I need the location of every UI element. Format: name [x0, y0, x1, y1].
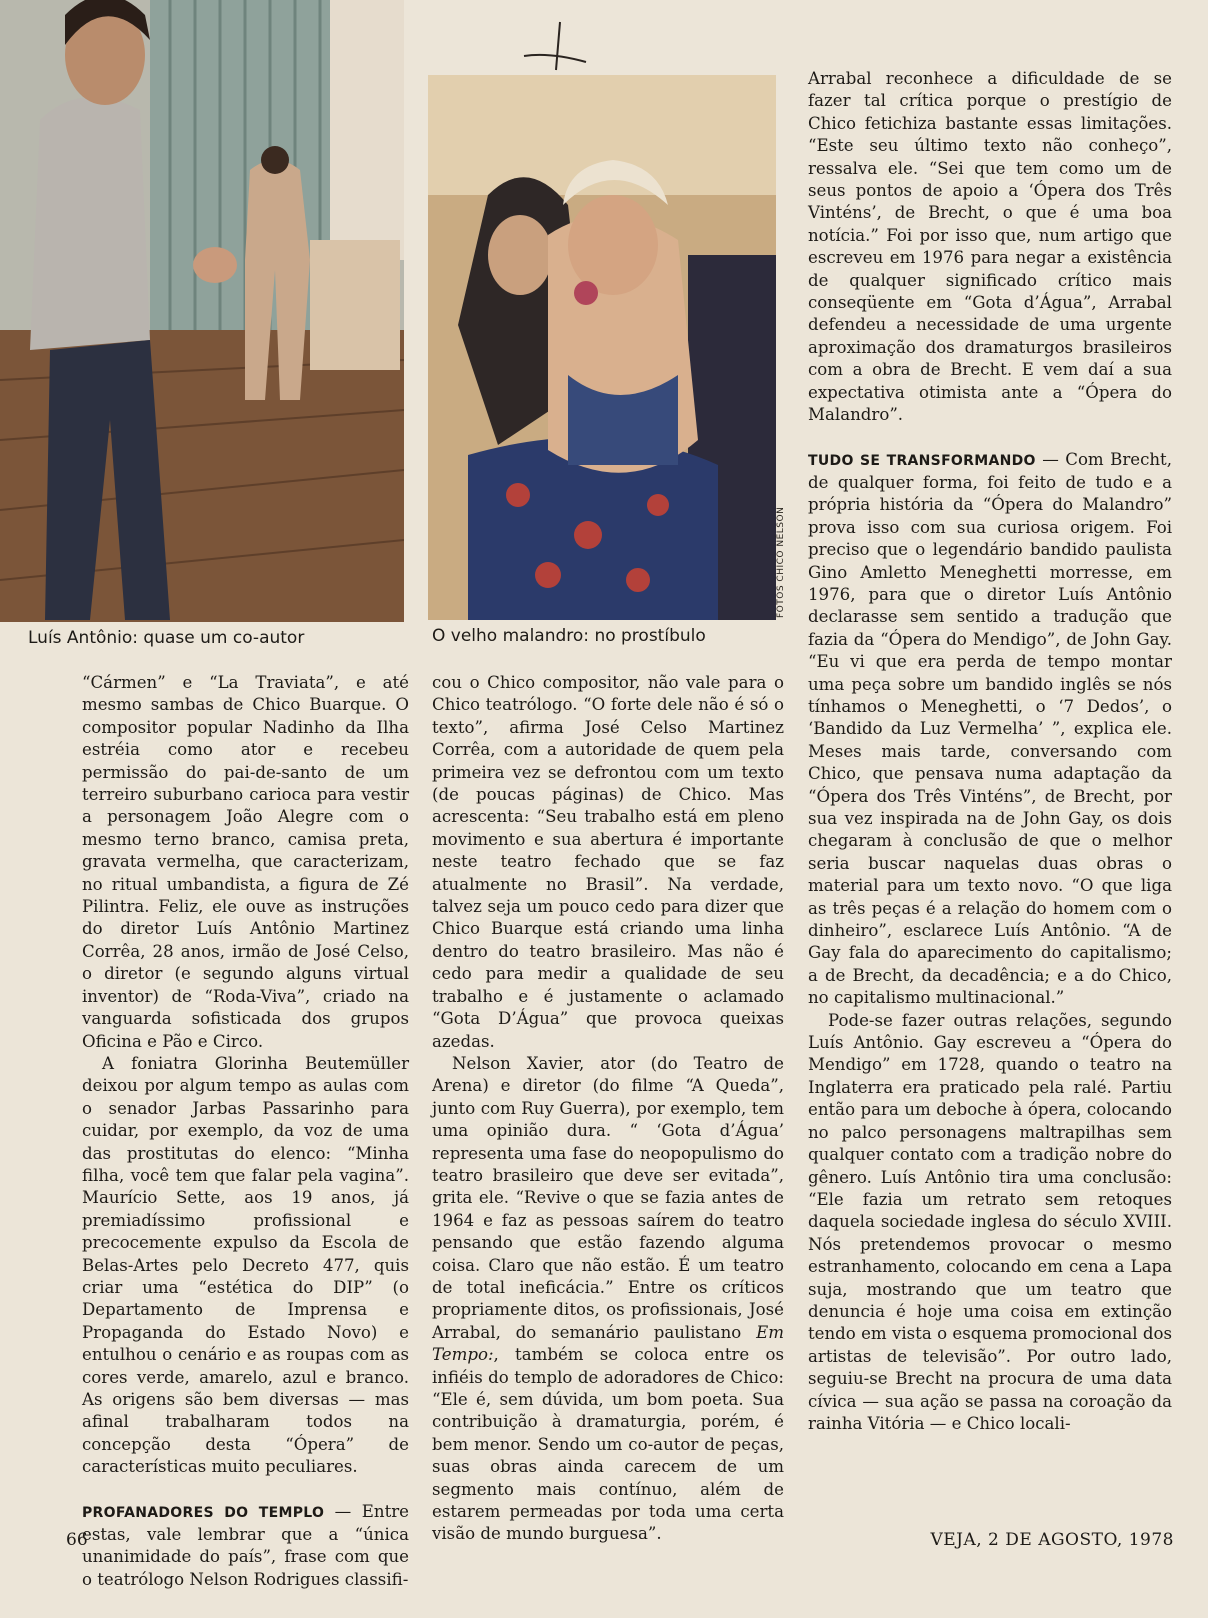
handwritten-mark-icon — [520, 18, 590, 74]
paragraph-with-subheading — [808, 449, 1172, 1010]
photo-brothel-illustration — [428, 75, 776, 620]
paragraph-text: — Entre estas, vale lembrar que a “única unanimidade do país”, frase com que o teatrólogo Nelson Rodrigues classifi- — [82, 1501, 409, 1589]
photo-director-on-stage — [0, 0, 404, 622]
page-number: 66 — [66, 1530, 88, 1550]
subheading: PROFANADORES DO TEMPLO — [82, 1504, 325, 1521]
photo-caption-right: O velho malandro: no prostíbulo — [432, 626, 706, 646]
paragraph-text: , também se coloca entre os infiéis do templo de adoradores de Chico: “Ele é, sem dúvida, um bom poeta. Sua contribuição à dramaturgia, porém, é bem menor. Sendo um co-autor de peças, suas obras ainda carecem de um segmento mais contínuo, além de estarem permeadas por toda uma certa visão de mundo burguesa”. — [432, 1345, 784, 1544]
paragraph: “Cármen” e “La Traviata”, e até mesmo sambas de Chico Buarque. O compositor popular Nadinho da Ilha estréia como ator e recebeu permissão do pai-de-santo de um terreiro suburbano carioca para vestir a personagem João Alegre com o mesmo terno branco, camisa preta, gravata vermelha, que caracterizam, no ritual umbandista, a figura de Zé Pilintra. Feliz, ele ouve as instruções do diretor Luís Antônio Martinez Corrêa, 28 anos, irmão de José Celso, o diretor (e segundo alguns virtual inventor) de “Roda-Viva”, criado na vanguarda sofisticada dos grupos Oficina e Pão e Circo. — [82, 673, 409, 1051]
paragraph: Arrabal reconhece a dificuldade de se fazer tal crítica porque o prestígio de Chico fetichiza bastante essas limitações. “Este seu último texto não conheço”, ressalva ele. “Sei que tem como um de seus pontos de apoio a ‘Ópera dos Três Vinténs’, de Brecht, o que é uma boa notícia.” Foi por isso que, num artigo que escreveu em 1976 para negar a existência de qualquer significado crítico mais conseqüente em “Gota d’Água”, Arrabal defendeu a necessidade de uma urgente aproximação dos dramaturgos brasileiros com a obra de Brecht. E vem daí a sua expectativa otimista ante a “Ópera do Malandro”. — [808, 69, 1172, 425]
article-column-3 — [808, 68, 1172, 1435]
photo-director-illustration — [0, 0, 404, 622]
publication-name: Em Tempo: — [432, 1322, 784, 1365]
photo-brothel-scene — [428, 75, 776, 620]
paragraph: cou o Chico compositor, não vale para o Chico teatrólogo. “O forte dele não é só o texto”, afirma José Celso Martinez Corrêa, com a autoridade de quem pela primeira vez se defrontou com um texto (de poucas páginas) de Chico. Mas acrescenta: “Seu trabalho está em pleno movimento e sua abertura é importante neste teatro fechado que se faz atualmente no Brasil”. Na verdade, talvez seja um pouco cedo para dizer que Chico Buarque está criando uma linha dentro do teatro brasileiro. Mas não é cedo para medir a qualidade de seu trabalho e é justamente o aclamado “Gota D’Água” que provoca queixas azedas. — [432, 673, 784, 1051]
paragraph — [432, 1053, 784, 1546]
paragraph: A foniatra Glorinha Beutemüller deixou por algum tempo as aulas com o senador Jarbas Passarinho para cuidar, por exemplo, da voz de uma das prostitutas do elenco: “Minha filha, você tem que falar pela vagina”. Maurício Sette, aos 19 anos, já premiadíssimo profissional e precocemente expulso da Escola de Belas-Artes pelo Decreto 477, quis criar uma “estética do DIP” (o Departamento de Imprensa e Propaganda do Estado Novo) e entulhou o cenário e as roupas com as cores verde, amarelo, azul e branco. As origens são bem diversas — mas afinal trabalharam todos na concepção desta “Ópera” de características muito peculiares. — [82, 1053, 409, 1477]
article-column-2 — [432, 672, 784, 1546]
article-column-1 — [82, 672, 409, 1591]
photo-caption-left: Luís Antônio: quase um co-autor — [28, 628, 305, 648]
paragraph-text: — Com Brecht, de qualquer forma, foi feito de tudo e a própria história da “Ópera do Malandro” prova isso com sua curiosa origem. Foi preciso que o legendário bandido paulista Gino Amletto Meneghetti morresse, em 1976, para que o diretor Luís Antônio declarasse sem sentido a tradução que fazia da “Ópera do Mendigo”, de John Gay. “Eu vi que era perda de tempo montar uma peça sobre um bandido inglês se nós tínhamos o Meneghetti, o ‘7 Dedos’, o ‘Bandido da Luz Vermelha’ ”, explica ele. Meses mais tarde, conversando com Chico, que pensava numa adaptação da “Ópera dos Três Vinténs”, de Brecht, por sua vez inspirada na de John Gay, os dois chegaram à conclusão de que o melhor seria buscar naquelas duas obras o material para um texto novo. “O que liga as três peças é a relação do homem com o dinheiro”, esclarece Luís Antônio. “A de Gay fala do aparecimento do capitalismo; a de Brecht, da decadência; e a do Chico, no capitalismo multinacional.” — [808, 449, 1172, 1008]
paragraph-with-subheading — [82, 1501, 409, 1592]
paragraph: Pode-se fazer outras relações, segundo Luís Antônio. Gay escreveu a “Ópera do Mendigo” em 1728, quando o teatro na Inglaterra era praticado pela ralé. Partiu então para um deboche à ópera, colocando no palco personagens maltrapilhas sem qualquer contato com a tradição nobre do gênero. Luís Antônio tira uma conclusão: “Ele fazia um retrato sem retoques daquela sociedade inglesa do século XVIII. Nós pretendemos provocar o mesmo estranhamento, colocando em cena a Lapa suja, mostrando que um teatro que denuncia é hoje uma coisa em extinção tendo em vista o esquema promocional dos artistas de televisão”. Por outro lado, seguiu-se Brecht na procura de uma data cívica — sua ação se passa na coroação da rainha Vitória — e Chico locali- — [808, 1010, 1172, 1433]
issue-line: VEJA, 2 DE AGOSTO, 1978 — [930, 1530, 1174, 1550]
paragraph-text: Nelson Xavier, ator (do Teatro de Arena) e diretor (do filme “A Queda”, junto com Ruy Guerra), por exemplo, tem uma opinião dura. “ ‘Gota d’Água’ representa uma fase do neopopulismo do teatro brasileiro que deve ser evitada”, grita ele. “Revive o que se fazia antes de 1964 e faz as pessoas saírem do teatro pensando que estão fazendo alguma coisa. Claro que não estão. É um teatro de total ineficácia.” Entre os críticos propriamente ditos, os profissionais, José Arrabal, do semanário paulistano — [432, 1053, 784, 1342]
photo-credit: FOTOS CHICO NÉLSON — [776, 506, 786, 619]
subheading: TUDO SE TRANSFORMANDO — [808, 452, 1036, 469]
